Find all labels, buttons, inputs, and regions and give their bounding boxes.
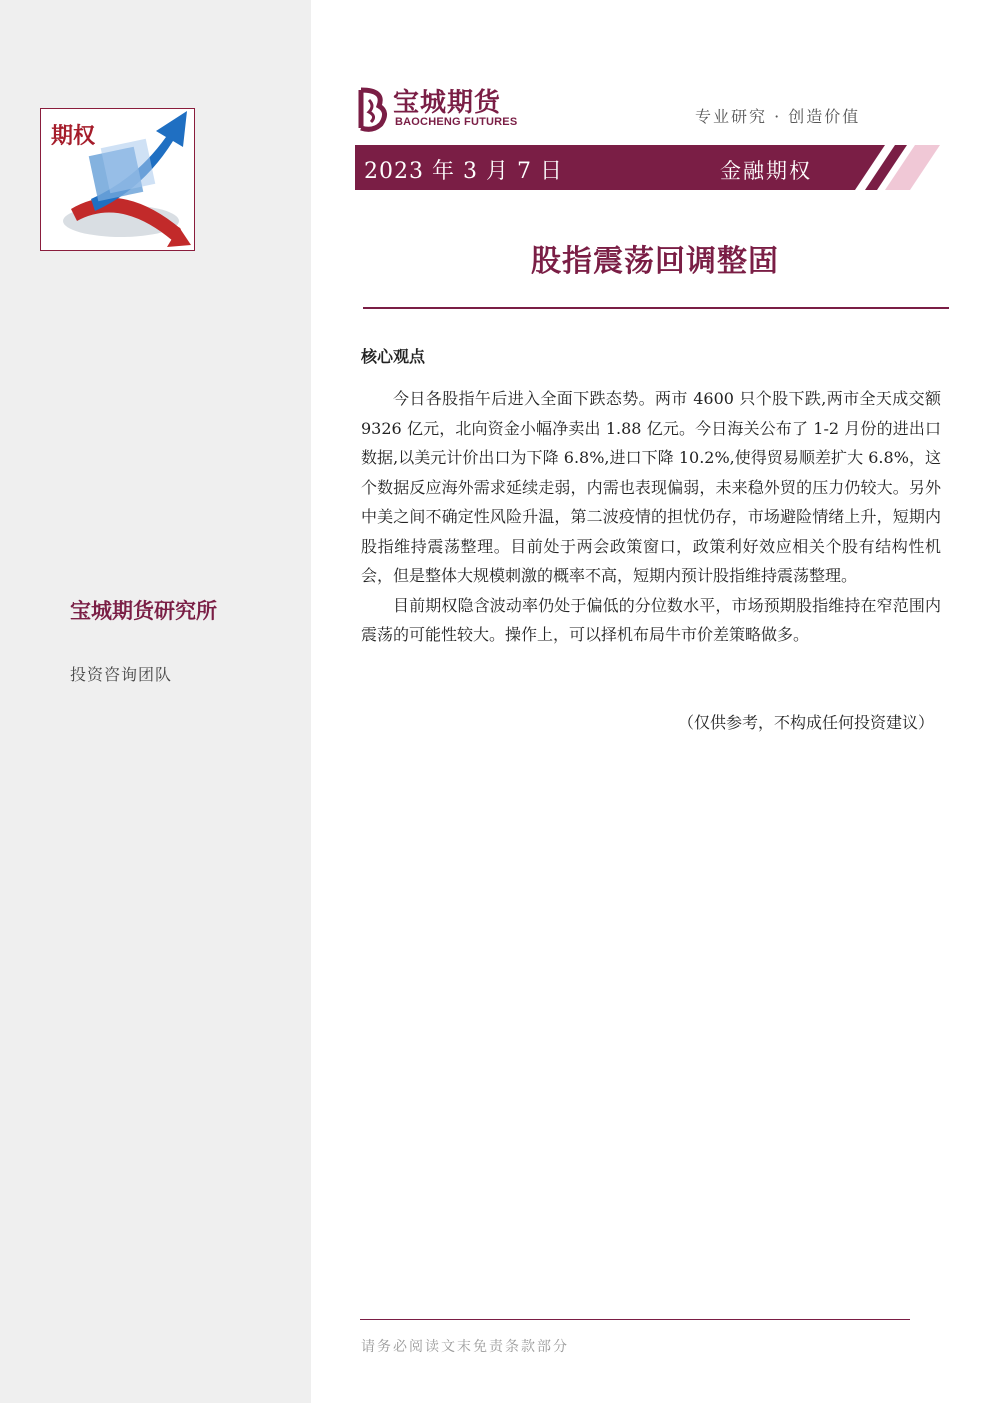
slogan: 专业研究 · 创造价值 [695,107,861,126]
report-category: 金融期权 [720,159,812,183]
footer-note: 请务必阅读文末免责条款部分 [361,1339,569,1355]
sidebar [0,0,311,1403]
report-body [361,384,941,650]
report-title: 股指震荡回调整固 [531,244,779,279]
team-name: 投资咨询团队 [70,665,173,684]
institute-name: 宝城期货研究所 [70,599,217,623]
options-cover-image [40,108,195,251]
logo-chinese-name: 宝城期货 [393,88,502,118]
company-logo [355,86,525,132]
disclaimer: （仅供参考，不构成任何投资建议） [677,713,934,732]
paragraph: 今日各股指午后进入全面下跌态势。两市 4600 只个股下跌,两市全天成交额 9326 亿元，北向资金小幅净卖出 1.88 亿元。今日海关公布了 1-2 月份的进出口数据,以美元计价出口为下降 6.8%,进口下降 10.2%,使得贸易顺差扩大 6.8%，这个数据反应海外需求延续走弱，内需也表现偏弱，未来稳外贸的压力仍较大。另外中美之间不确定性风险升温，第二波疫情的担忧仍存，市场避险情绪上升，短期内股指维持震荡整理。目前处于两会政策窗口，政策利好效应相关个股有结构性机会，但是整体大规模刺激的概率不高，短期内预计股指维持震荡整理。 [361,389,941,585]
cover-label: 期权 [51,124,96,149]
logo-mark-icon [355,86,391,132]
section-heading: 核心观点 [361,347,426,366]
title-divider [363,307,949,309]
footer-divider [360,1319,910,1320]
paragraph: 目前期权隐含波动率仍处于偏低的分位数水平，市场预期股指维持在窄范围内震荡的可能性较大。操作上，可以择机布局牛市价差策略做多。 [361,595,941,644]
logo-english-name: BAOCHENG FUTURES [395,116,518,128]
report-date: 2023 年 3 月 7 日 [364,159,563,184]
